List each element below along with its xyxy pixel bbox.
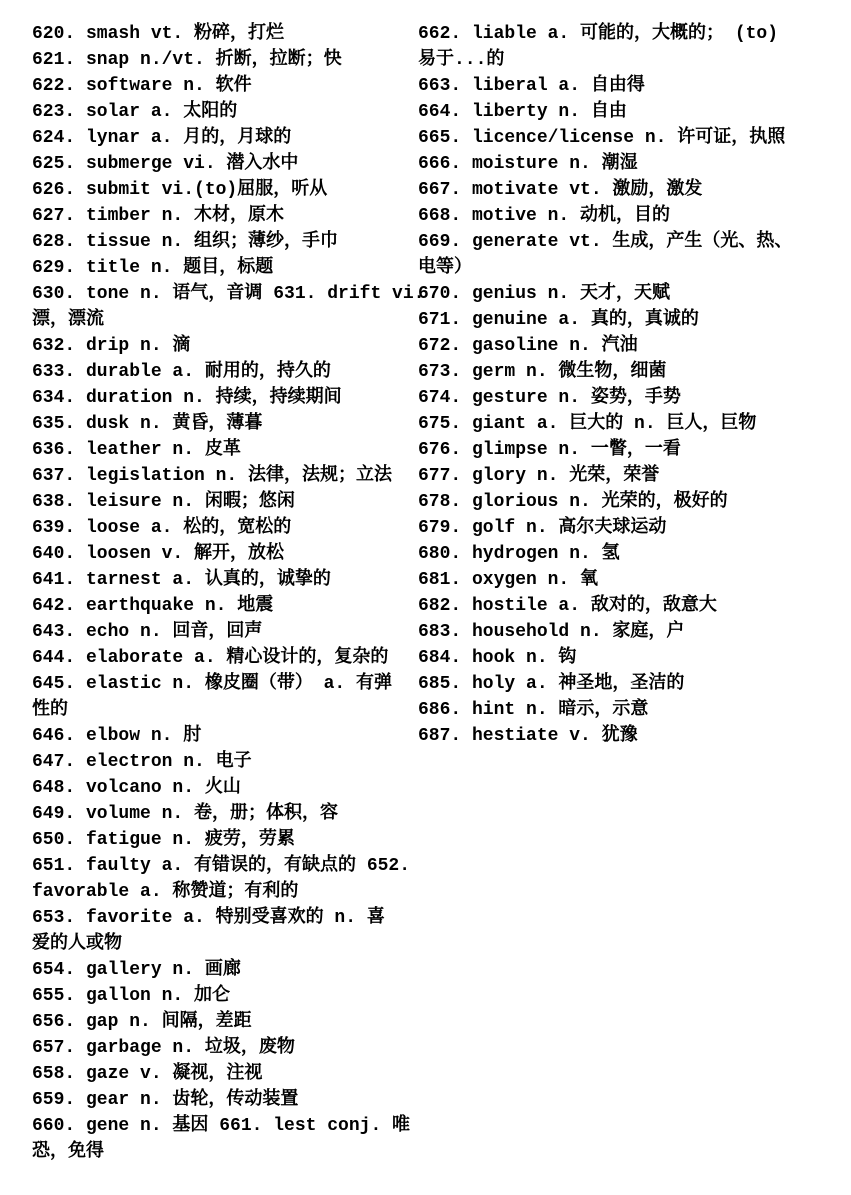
vocab-line: 634. duration n. 持续，持续期间 xyxy=(32,388,342,408)
vocab-line: 630. tone n. 语气，音调 631. drift vi. xyxy=(32,284,425,304)
vocab-line: 638. leisure n. 闲暇；悠闲 xyxy=(32,492,295,512)
vocab-line: 679. golf n. 高尔夫球运动 xyxy=(418,518,667,538)
vocab-line: 667. motivate vt. 激励，激发 xyxy=(418,180,703,200)
vocab-line: favorable a. 称赞道；有利的 xyxy=(32,882,299,902)
vocab-line: 654. gallery n. 画廊 xyxy=(32,960,241,980)
vocab-line: 655. gallon n. 加仑 xyxy=(32,986,231,1006)
vocab-line: 639. loose a. 松的，宽松的 xyxy=(32,518,292,538)
vocab-line: 657. garbage n. 垃圾，废物 xyxy=(32,1038,295,1058)
vocab-line: 677. glory n. 光荣，荣誉 xyxy=(418,466,660,486)
vocab-line: 643. echo n. 回音，回声 xyxy=(32,622,263,642)
vocab-line: 676. glimpse n. 一瞥，一看 xyxy=(418,440,681,460)
vocab-column-right xyxy=(418,21,851,749)
vocab-line: 644. elaborate a. 精心设计的，复杂的 xyxy=(32,648,389,668)
vocab-line: 漂，漂流 xyxy=(32,310,104,330)
vocab-line: 648. volcano n. 火山 xyxy=(32,778,241,798)
vocab-line: 682. hostile a. 敌对的，敌意大 xyxy=(418,596,717,616)
vocab-line: 674. gesture n. 姿势，手势 xyxy=(418,388,681,408)
vocab-line: 爱的人或物 xyxy=(32,934,122,954)
vocab-line: 624. lynar a. 月的，月球的 xyxy=(32,128,292,148)
vocab-line: 662. liable a. 可能的，大概的； (to) xyxy=(418,24,779,44)
vocab-line: 653. favorite a. 特别受喜欢的 n. 喜 xyxy=(32,908,385,928)
vocab-line: 641. tarnest a. 认真的，诚挚的 xyxy=(32,570,331,590)
vocab-line: 658. gaze v. 凝视，注视 xyxy=(32,1064,263,1084)
vocab-line: 易于...的 xyxy=(418,50,505,70)
vocab-line: 656. gap n. 间隔，差距 xyxy=(32,1012,252,1032)
vocab-line: 627. timber n. 木材，原木 xyxy=(32,206,285,226)
vocab-line: 628. tissue n. 组织；薄纱，手巾 xyxy=(32,232,339,252)
vocab-line: 620. smash vt. 粉碎，打烂 xyxy=(32,24,285,44)
vocab-line: 647. electron n. 电子 xyxy=(32,752,252,772)
vocab-line: 640. loosen v. 解开，放松 xyxy=(32,544,285,564)
vocab-line: 668. motive n. 动机，目的 xyxy=(418,206,671,226)
vocab-line: 646. elbow n. 肘 xyxy=(32,726,202,746)
vocab-line: 686. hint n. 暗示，示意 xyxy=(418,700,649,720)
vocab-line: 675. giant a. 巨大的 n. 巨人，巨物 xyxy=(418,414,757,434)
vocab-line: 681. oxygen n. 氧 xyxy=(418,570,599,590)
vocab-line: 632. drip n. 滴 xyxy=(32,336,191,356)
vocab-line: 672. gasoline n. 汽油 xyxy=(418,336,638,356)
vocab-line: 660. gene n. 基因 661. lest conj. 唯 xyxy=(32,1116,411,1136)
vocab-line: 636. leather n. 皮革 xyxy=(32,440,241,460)
vocab-line: 621. snap n./vt. 折断，拉断；快 xyxy=(32,50,342,70)
vocab-line: 678. glorious n. 光荣的，极好的 xyxy=(418,492,728,512)
vocab-line: 680. hydrogen n. 氢 xyxy=(418,544,620,564)
vocab-line: 665. licence/license n. 许可证，执照 xyxy=(418,128,786,148)
vocab-line: 623. solar a. 太阳的 xyxy=(32,102,238,122)
vocab-line: 687. hestiate v. 犹豫 xyxy=(418,726,638,746)
vocab-line: 663. liberal a. 自由得 xyxy=(418,76,645,96)
vocab-line: 664. liberty n. 自由 xyxy=(418,102,627,122)
vocab-line: 635. dusk n. 黄昏，薄暮 xyxy=(32,414,263,434)
vocab-line: 629. title n. 题目，标题 xyxy=(32,258,274,278)
vocab-line: 性的 xyxy=(32,700,68,720)
vocab-line: 625. submerge vi. 潜入水中 xyxy=(32,154,299,174)
vocab-line: 659. gear n. 齿轮，传动装置 xyxy=(32,1090,299,1110)
vocab-line: 电等） xyxy=(418,258,472,278)
vocab-line: 633. durable a. 耐用的，持久的 xyxy=(32,362,331,382)
vocab-line: 637. legislation n. 法律，法规；立法 xyxy=(32,466,393,486)
vocab-line: 685. holy a. 神圣地，圣洁的 xyxy=(418,674,685,694)
vocab-line: 626. submit vi.(to)屈服，听从 xyxy=(32,180,328,200)
vocab-line: 673. germ n. 微生物，细菌 xyxy=(418,362,667,382)
vocab-line: 恐，免得 xyxy=(32,1142,104,1162)
vocab-line: 683. household n. 家庭，户 xyxy=(418,622,685,642)
vocab-line: 666. moisture n. 潮湿 xyxy=(418,154,638,174)
vocab-line: 671. genuine a. 真的，真诚的 xyxy=(418,310,699,330)
vocab-line: 670. genius n. 天才，天赋 xyxy=(418,284,671,304)
vocab-line: 650. fatigue n. 疲劳，劳累 xyxy=(32,830,295,850)
vocab-line: 622. software n. 软件 xyxy=(32,76,252,96)
vocab-line: 645. elastic n. 橡皮圈（带） a. 有弹 xyxy=(32,674,393,694)
vocab-line: 684. hook n. 钩 xyxy=(418,648,577,668)
vocab-line: 669. generate vt. 生成，产生（光、热、 xyxy=(418,232,793,252)
vocab-line: 651. faulty a. 有错误的，有缺点的 652. xyxy=(32,856,411,876)
vocab-line: 642. earthquake n. 地震 xyxy=(32,596,274,616)
vocab-column-left xyxy=(32,21,425,1165)
vocab-line: 649. volume n. 卷，册；体积，容 xyxy=(32,804,339,824)
